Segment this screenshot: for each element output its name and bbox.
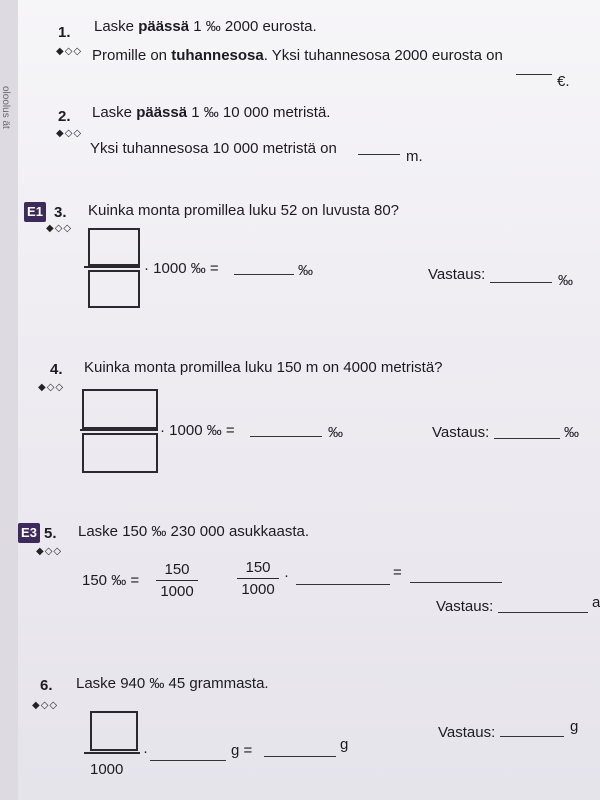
q3-answer-unit: ‰	[558, 272, 573, 289]
spine-text: oloolus ät	[0, 86, 11, 129]
q5-badge: E3	[18, 523, 40, 543]
q4-number: 4.	[50, 361, 63, 378]
q5-frac1-numerator: 150	[164, 561, 190, 578]
q3-fraction-bar	[84, 266, 140, 268]
q4-result-blank[interactable]	[250, 424, 322, 442]
q4-answer-unit: ‰	[564, 424, 579, 441]
q2-answer-blank[interactable]	[358, 142, 400, 160]
q2-number: 2.	[58, 108, 71, 125]
q3-number: 3.	[54, 204, 67, 221]
q2-unit: m.	[406, 148, 423, 165]
q5-equals: =	[393, 564, 402, 581]
q4-fraction-bar	[80, 429, 158, 431]
q2-difficulty-icon: ◆◇◇	[56, 128, 83, 139]
q6-denominator: 1000	[90, 761, 124, 778]
q4-unit: ‰	[328, 424, 343, 441]
q5-frac1-denominator: 1000	[160, 583, 194, 600]
q3-multiply: · 1000 ‰ =	[144, 260, 219, 277]
q5-result-blank[interactable]	[410, 570, 502, 588]
q5-prompt: Laske 150 ‰ 230 000 asukkaasta.	[78, 523, 309, 540]
q3-result-blank[interactable]	[234, 262, 294, 280]
q3-prompt: Kuinka monta promillea luku 52 on luvusta 80?	[88, 202, 400, 219]
q3-denominator-box[interactable]	[88, 270, 140, 308]
q1-answer-blank[interactable]	[516, 62, 552, 80]
q3-answer-blank[interactable]	[490, 270, 552, 288]
q6-mid-unit: g =	[231, 742, 253, 759]
q2-sentence: Yksi tuhannesosa 10 000 metristä on	[90, 140, 337, 157]
q3-badge: E1	[24, 202, 46, 222]
q5-difficulty-icon: ◆◇◇	[36, 546, 63, 557]
q6-end-unit: g	[340, 736, 349, 753]
q5-number: 5.	[44, 525, 57, 542]
q5-frac2-denominator: 1000	[241, 581, 275, 598]
q5-frac2-numerator: 150	[245, 559, 271, 576]
q5-fraction-2	[237, 559, 279, 598]
q5-dot: ·	[284, 567, 289, 584]
q6-number: 6.	[40, 677, 53, 694]
q4-multiply: · 1000 ‰ =	[160, 422, 235, 439]
q4-numerator-box[interactable]	[82, 389, 158, 429]
q6-result-blank[interactable]	[264, 744, 336, 762]
q3-unit: ‰	[298, 262, 313, 279]
q3-numerator-box[interactable]	[88, 228, 140, 266]
q2-prompt: Laske päässä 1 ‰ 10 000 metristä.	[92, 104, 331, 121]
q4-answer-blank[interactable]	[494, 426, 560, 444]
q6-answer-unit: g	[570, 718, 579, 735]
q6-prompt: Laske 940 ‰ 45 grammasta.	[76, 675, 269, 692]
q4-difficulty-icon: ◆◇◇	[38, 382, 65, 393]
q3-difficulty-icon: ◆◇◇	[46, 223, 73, 234]
q5-fraction-1	[156, 561, 198, 600]
q1-difficulty-icon: ◆◇◇	[56, 46, 83, 57]
q5-product-blank[interactable]	[296, 572, 390, 590]
q6-difficulty-icon: ◆◇◇	[32, 700, 59, 711]
q3-answer-label: Vastaus:	[428, 266, 486, 283]
q4-prompt: Kuinka monta promillea luku 150 m on 4000 metristä?	[84, 359, 443, 376]
q6-numerator-box[interactable]	[90, 711, 138, 751]
q5-lhs: 150 ‰ =	[82, 572, 140, 589]
worksheet-page	[18, 0, 600, 800]
q6-answer-blank[interactable]	[500, 724, 564, 742]
q1-sentence: Promille on tuhannesosa. Yksi tuhannesosa 2000 eurosta on	[92, 47, 503, 64]
page-spine	[0, 0, 18, 800]
q1-prompt: Laske päässä 1 ‰ 2000 eurosta.	[94, 18, 317, 35]
q5-answer-label: Vastaus:	[436, 598, 494, 615]
q6-dot: ·	[143, 743, 148, 760]
q1-unit: €.	[557, 73, 570, 90]
q5-answer-unit: a	[592, 594, 600, 611]
q4-answer-label: Vastaus:	[432, 424, 490, 441]
q6-fraction-bar	[84, 752, 140, 754]
q5-answer-blank[interactable]	[498, 600, 588, 618]
q6-product-blank[interactable]	[150, 748, 226, 766]
q4-denominator-box[interactable]	[82, 433, 158, 473]
q6-answer-label: Vastaus:	[438, 724, 496, 741]
q1-number: 1.	[58, 24, 71, 41]
